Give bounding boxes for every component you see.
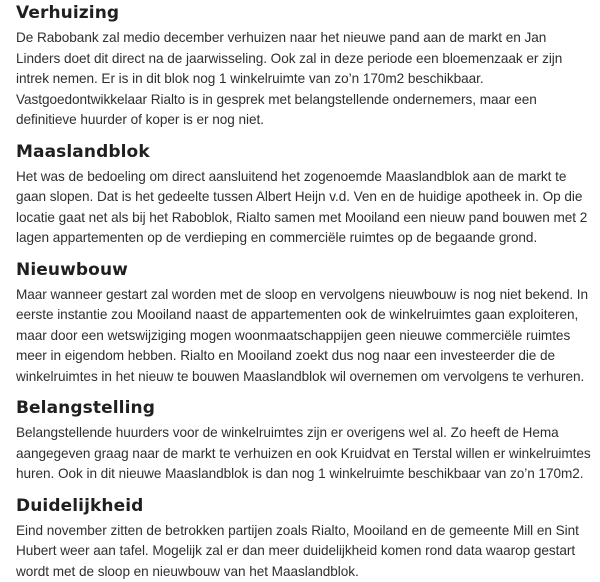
section-heading: Verhuizing bbox=[16, 2, 594, 24]
section-heading: Maaslandblok bbox=[16, 141, 594, 163]
section-heading: Duidelijkheid bbox=[16, 495, 594, 517]
section-belangstelling bbox=[16, 397, 594, 485]
section-paragraph: Het was de bedoeling om direct aansluitend het zogenoemde Maaslandblok aan de markt te gaan slopen. Dat is het gedeelte tussen Albert Heijn v.d. Ven en de huidige apotheek in. Op die locatie gaat net als bij het Raboblok, Rialto samen met Mooiland een nieuw pand bouwen met 2 lagen appartementen op de verdieping en commerciële ruimtes op de begaande grond. bbox=[16, 167, 594, 249]
section-paragraph: Belangstellende huurders voor de winkelruimtes zijn er overigens wel al. Zo heeft de Hema aangegeven graag naar de markt te verhuizen en ook Kruidvat en Terstal willen er winkelruimtes huren. Ook in dit nieuwe Maaslandblok is dan nog 1 winkelruimte beschikbaar van zo’n 170m2. bbox=[16, 423, 594, 485]
section-maaslandblok bbox=[16, 141, 594, 249]
section-verhuizing bbox=[16, 0, 594, 131]
section-paragraph: De Rabobank zal medio december verhuizen naar het nieuwe pand aan de markt en Jan Linders doet dit direct na de jaarwisseling. Ook zal in deze periode een bloemenzaak er zijn intrek nemen. Er is in dit blok nog 1 winkelruimte van zo’n 170m2 beschikbaar. Vastgoedontwikkelaar Rialto is in gesprek met belangstellende ondernemers, maar een definitieve huurder of koper is er nog niet. bbox=[16, 28, 594, 131]
section-paragraph: Eind november zitten de betrokken partijen zoals Rialto, Mooiland en de gemeente Mill en Sint Hubert weer aan tafel. Mogelijk zal er dan meer duidelijkheid komen rond data waarop gestart wordt met de sloop en nieuwbouw van het Maaslandblok. bbox=[16, 521, 594, 582]
section-nieuwbouw bbox=[16, 259, 594, 388]
section-heading: Nieuwbouw bbox=[16, 259, 594, 281]
section-paragraph: Maar wanneer gestart zal worden met de sloop en vervolgens nieuwbouw is nog niet bekend. In eerste instantie zou Mooiland naast de appartementen ook de winkelruimtes gaan exploiteren, maar door een wetswijziging mogen woonmaatschappijen geen nieuwe commerciële ruimtes meer in eigendom hebben. Rialto en Mooiland zoekt dus nog naar een investeerder die de winkelruimtes in het nieuw te bouwen Maaslandblok wil overnemen om vervolgens te verhuren. bbox=[16, 285, 594, 388]
section-heading: Belangstelling bbox=[16, 397, 594, 419]
